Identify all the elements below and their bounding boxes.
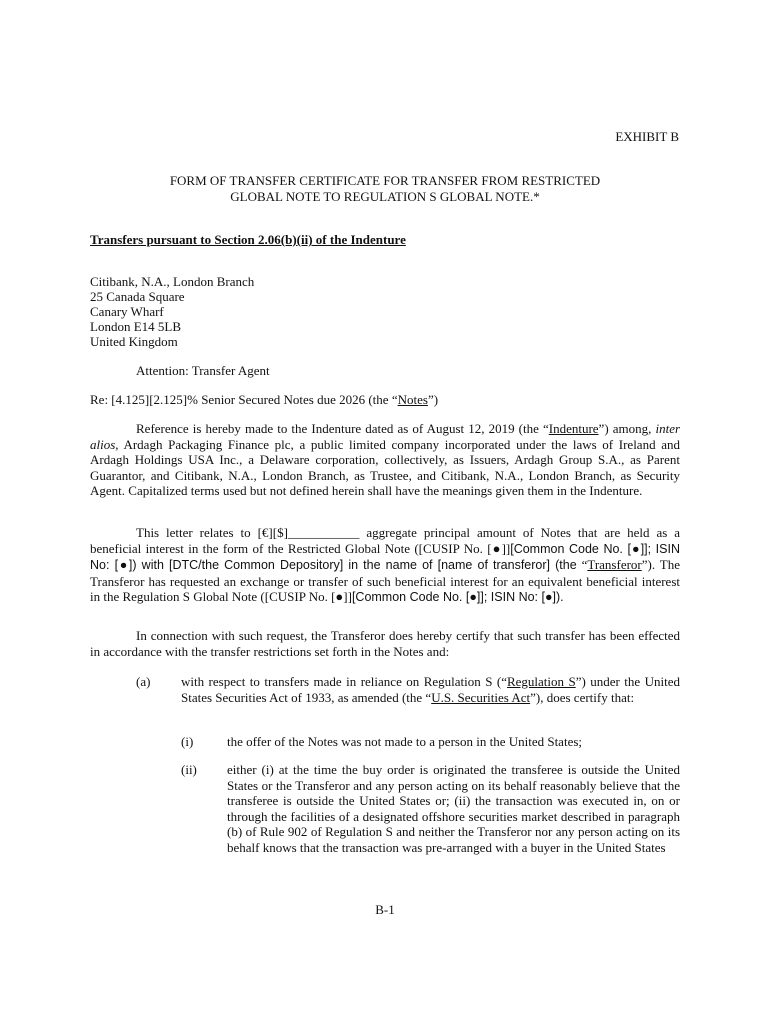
reference-paragraph: [90, 421, 680, 499]
page-number: B-1: [375, 902, 395, 917]
title-line-1: FORM OF TRANSFER CERTIFICATE FOR TRANSFER FROM RESTRICTED: [169, 173, 601, 188]
item-i-text: the offer of the Notes was not made to a person in the United States;: [227, 734, 583, 749]
item-a-text-c: ”), does certify that:: [530, 689, 635, 705]
para1-text-c: , Ardagh Packaging Finance plc, a public limited company incorporated under the laws of Ireland and Ardagh Holdings USA Inc., a Delaware corporation, collectively, as Issuers, Ardagh Group S.A., as Parent Guarantor, and Citibank, N.A., London Branch, as Trustee, and Citibank, N.A., London Branch, as Security Agent. Capitalized terms used but not defined herein shall have the meanings given them in the Indenture.: [90, 436, 680, 498]
certification-paragraph: In connection with such request, the Transferor does hereby certify that such transfer has been effected in accordance with the transfer restrictions set forth in the Notes and:: [90, 628, 680, 659]
section-heading: Transfers pursuant to Section 2.06(b)(ii) of the Indenture: [90, 232, 406, 247]
para2-text-d: “: [576, 557, 588, 572]
item-a-defined-term-1: Regulation S: [506, 674, 576, 689]
document-title: [90, 173, 680, 204]
para2-defined-term: Transferor: [587, 557, 642, 572]
address-line-2: 25 Canada Square: [90, 289, 185, 304]
para1-text-a: Reference is hereby made to the Indenture dated as of August 12, 2019 (the “: [136, 421, 549, 436]
letter-relates-paragraph: [90, 525, 680, 606]
para1-text-b: ”) among,: [598, 421, 652, 436]
address-line-3: Canary Wharf: [90, 304, 164, 319]
para1-defined-term: Indenture: [548, 421, 599, 436]
para2-text-e: ”). The Transferor has requested an exchange or transfer of such beneficial interest for an equivalent beneficial interest in the Regulation S Global Note ([CUSIP No. [●]]: [90, 557, 680, 604]
address-line-5: United Kingdom: [90, 334, 178, 349]
para2-text-b: aggregate principal amount of Notes that are held as a beneficial interest in the form of the Restricted Global Note ([CUSIP No. [●]]: [90, 525, 680, 556]
re-prefix: Re: [4.125][2.125]% Senior Secured Notes due 2026 (the “: [90, 392, 398, 407]
item-ii-text: either (i) at the time the buy order is originated the transferee is outside the United States or the Transferor and any person acting on its behalf reasonably believe that the transferee is outside the United States or; (ii) the transaction was executed in, on or through the facilities of a designated offshore securities market described in paragraph (b) of Rule 902 of Regulation S and neither the Transferor nor any person acting on its behalf knows that the transaction was pre-arranged with a buyer in the United States: [227, 762, 680, 855]
item-ii-label: (ii): [181, 762, 197, 777]
para2-text-a: This letter relates to [€][$]: [136, 525, 288, 540]
attention-line: Attention: Transfer Agent: [136, 363, 270, 378]
item-a-defined-term-2: U.S. Securities Act: [431, 689, 531, 705]
para1-italic: inter alios: [90, 421, 681, 452]
item-i-label: (i): [181, 734, 194, 749]
item-a-text-a: with respect to transfers made in reliance on Regulation S (“: [181, 674, 507, 689]
title-line-2: GLOBAL NOTE TO REGULATION S GLOBAL NOTE.*: [230, 188, 540, 204]
item-a-label: (a): [136, 674, 151, 689]
para2-text-c: [Common Code No. [●]]; ISIN No: [●]) with [DTC/the Common Depository] in the name of [name of transferor] (the: [90, 541, 680, 572]
item-a-text: [181, 674, 680, 705]
exhibit-label: EXHIBIT B: [615, 129, 679, 144]
item-a-text-b: ”) under the United States Securities Act of 1933, as amended (the “: [181, 674, 680, 705]
re-defined-term: Notes: [397, 392, 428, 407]
re-line: [90, 392, 438, 408]
para2-blank: ___________: [287, 525, 360, 540]
address-line-4: London E14 5LB: [90, 319, 181, 334]
para2-text-f: [Common Code No. [●]]; ISIN No: [●]).: [351, 590, 564, 604]
re-suffix: ”): [427, 392, 439, 407]
address-line-1: Citibank, N.A., London Branch: [90, 274, 255, 289]
address-block: [90, 274, 254, 349]
